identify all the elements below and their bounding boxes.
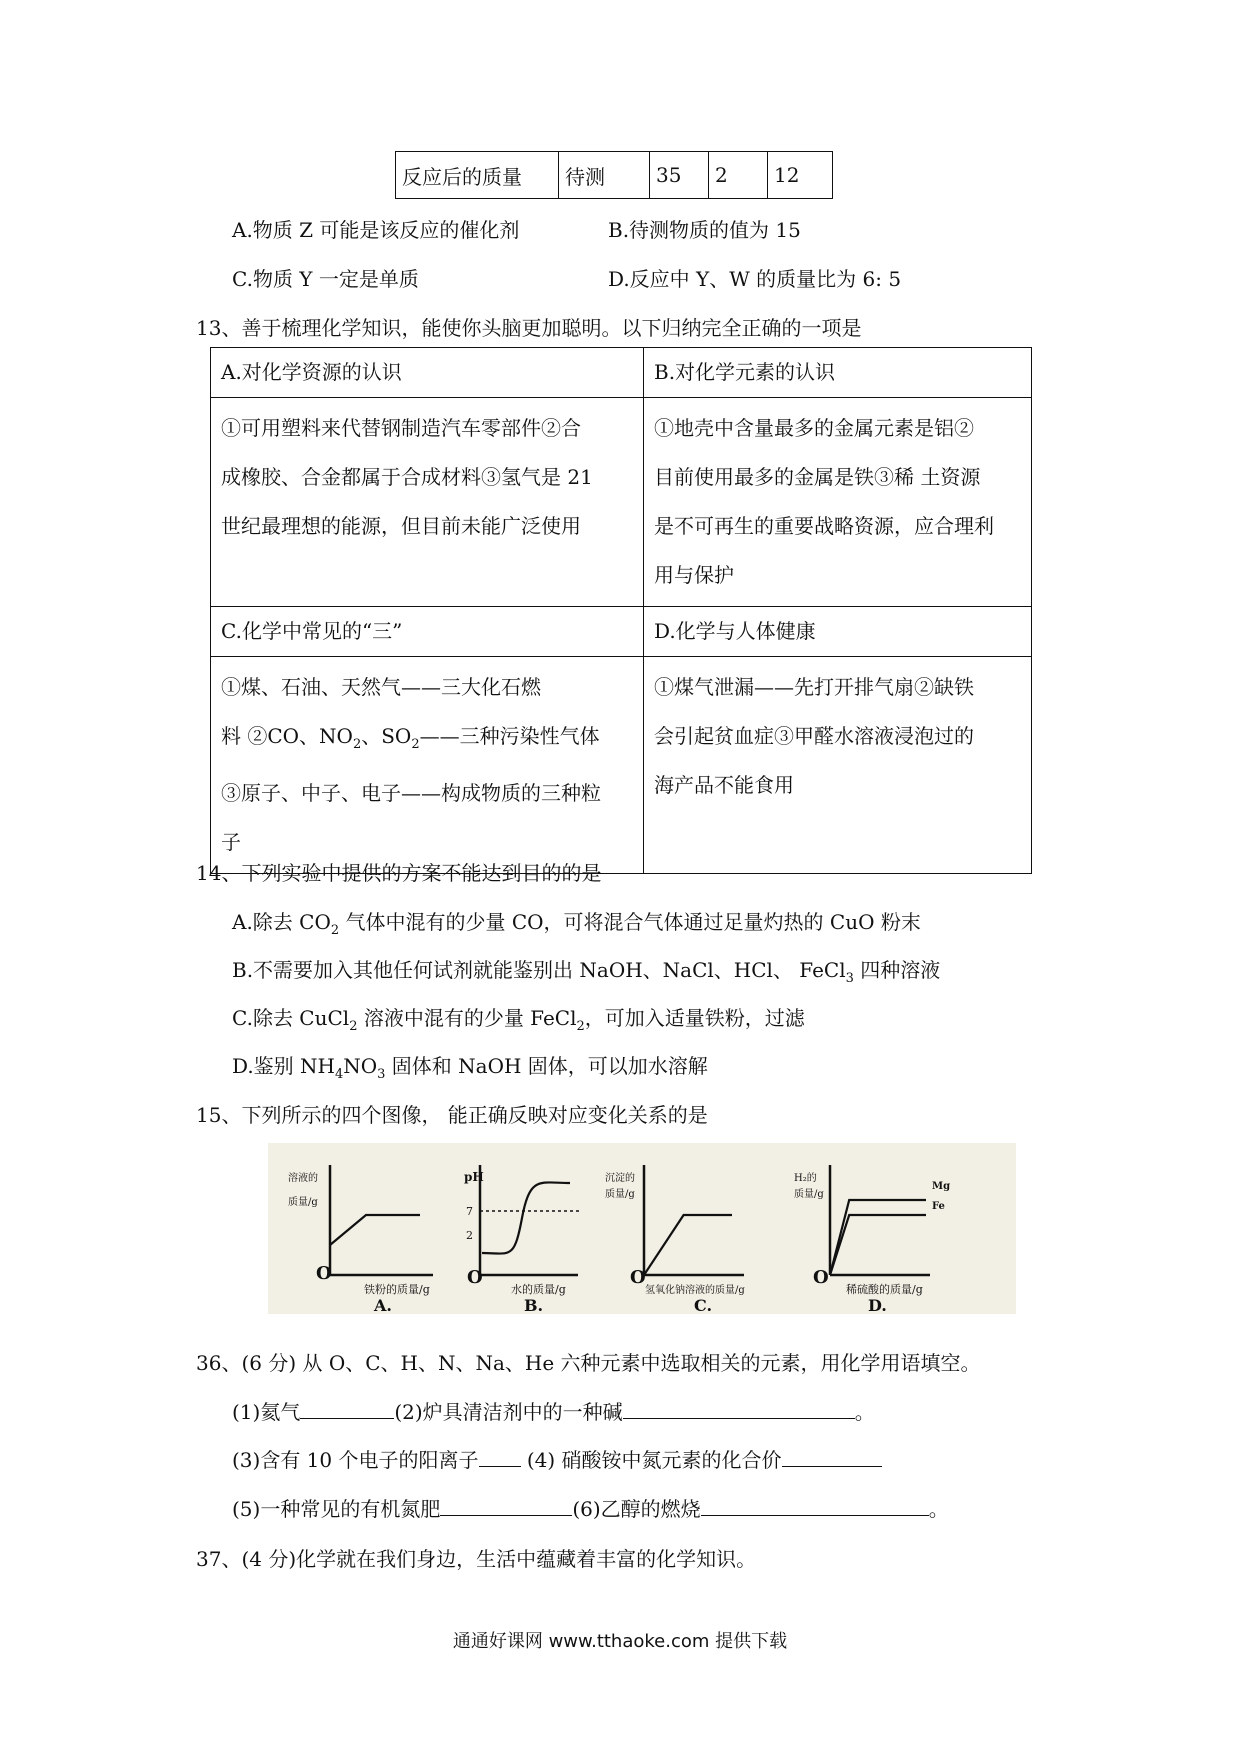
text-line: 用与保护 <box>654 563 734 587</box>
chart-d-ylabel-1: H₂的 <box>794 1173 817 1184</box>
answer-blank[interactable] <box>479 1446 521 1467</box>
q14-option-a: A.除去 $CO_2$ 气体中混有的少量 CO，可将混合气体通过足量灼热的 CuO 粉末 <box>232 910 921 938</box>
text-line: 子 <box>221 830 241 854</box>
chart-a-title: A. <box>374 1296 392 1314</box>
page-footer: 通通好课网 www.tthaoke.com 提供下载 <box>452 1631 788 1652</box>
chart-b-ytick-7: 7 <box>466 1205 473 1218</box>
answer-blank[interactable] <box>623 1398 855 1419</box>
table-cell: 待测 <box>559 152 650 199</box>
reaction-mass-table <box>395 151 833 199</box>
q13-stem: 13、善于梳理化学知识，能使你头脑更加聪明。以下归纳完全正确的一项是 <box>196 316 862 340</box>
answer-blank[interactable] <box>782 1446 882 1467</box>
q12-option-a: A.物质 Z 可能是该反应的催化剂 <box>232 218 520 242</box>
table-row <box>396 152 833 199</box>
chart-d-series-mg <box>830 1200 926 1275</box>
text-line: 目前使用最多的金属是铁③稀 土资源 <box>654 465 981 489</box>
q37-stem: 37、(4 分)化学就在我们身边，生活中蕴藏着丰富的化学知识。 <box>196 1547 757 1571</box>
chart-d-origin: O <box>813 1267 829 1288</box>
chart-d-xlabel: 稀硫酸的质量/g <box>846 1283 923 1296</box>
q36-stem: 36、(6 分) 从 O、C、H、N、Na、He 六种元素中选取相关的元素，用化学用语填空。 <box>196 1351 981 1375</box>
chart-c <box>605 1165 745 1314</box>
chart-a-origin: O <box>316 1263 332 1284</box>
q14-stem: 14、下列实验中提供的方案不能达到目的的是 <box>196 861 602 885</box>
chart-a <box>288 1165 433 1314</box>
chart-b-origin: O <box>467 1267 483 1288</box>
chart-c-ylabel-1: 沉淀的 <box>605 1173 635 1184</box>
chart-d <box>794 1165 950 1314</box>
q12-option-d: D.反应中 Y、W 的质量比为 6: 5 <box>608 267 902 291</box>
chart-b-title: B. <box>524 1296 544 1314</box>
text-line: 成橡胶、合金都属于合成材料③氢气是 21 <box>221 465 593 489</box>
chart-b-ylabel: pH <box>464 1170 484 1184</box>
row-label: 反应后的质量 <box>396 152 559 199</box>
chart-d-legend-fe: Fe <box>932 1201 945 1212</box>
table-cell: 35 <box>650 152 709 199</box>
text-line: 会引起贫血症③甲醛水溶液浸泡过的 <box>654 724 974 748</box>
chart-a-xlabel: 铁粉的质量/g <box>364 1283 430 1296</box>
q36-line-1: (1)氦气 (2)炉具清洁剂中的一种碱 。 <box>232 1400 875 1424</box>
text-line: ①煤气泄漏——先打开排气扇②缺铁 <box>654 675 974 699</box>
text-line: ③原子、中子、电子——构成物质的三种粒 <box>221 781 601 805</box>
answer-blank[interactable] <box>440 1495 572 1516</box>
q15-charts-svg <box>268 1143 1016 1314</box>
chart-c-title: C. <box>694 1296 713 1314</box>
q13-c-content <box>211 657 644 874</box>
q13-d-content <box>644 657 1032 874</box>
q36-line-2 <box>232 1444 882 1473</box>
chart-b <box>464 1165 580 1314</box>
table-cell: 12 <box>768 152 833 199</box>
table-row <box>211 657 1032 874</box>
text-line: 是不可再生的重要战略资源，应合理利 <box>654 514 994 538</box>
text-line: 料 ②CO、$NO_2$、$SO_2——$三种污染性气体 <box>221 724 600 752</box>
chart-c-series <box>644 1215 732 1275</box>
chart-b-ytick-2: 2 <box>466 1229 473 1242</box>
q13-a-content <box>211 398 644 607</box>
q12-option-b: B.待测物质的值为 15 <box>608 218 801 242</box>
chart-d-legend-mg: Mg <box>932 1181 951 1192</box>
q15-charts-panel <box>268 1143 1016 1314</box>
q13-b-content <box>644 398 1032 607</box>
chart-c-origin: O <box>630 1267 646 1288</box>
text-line: ①地壳中含量最多的金属元素是铝② <box>654 416 974 440</box>
q14-option-c: C.除去 CuCl$_2$ 溶液中混有的少量 FeCl$_2$，可加入适量铁粉，过滤 <box>232 1006 805 1034</box>
q36-item-2: (2)炉具清洁剂中的一种碱 <box>394 1400 623 1424</box>
table-row <box>211 398 1032 607</box>
table-row <box>211 607 1032 657</box>
answer-blank[interactable] <box>701 1495 929 1516</box>
q36-item-6: (6)乙醇的燃烧 <box>572 1497 701 1521</box>
chart-a-ylabel-1: 溶液的 <box>288 1173 318 1184</box>
q36-line-3: (5)一种常见的有机氮肥 (6)乙醇的燃烧 。 <box>232 1497 949 1521</box>
q36-item-4: (4) 硝酸铵中氮元素的化合价 <box>520 1448 782 1472</box>
q14-option-d: D.鉴别 $NH_4NO_3$ 固体和 NaOH 固体，可以加水溶解 <box>232 1054 708 1082</box>
chart-a-series <box>330 1215 420 1245</box>
chart-b-series <box>482 1182 570 1253</box>
text-line: ①可用塑料来代替钢制造汽车零部件②合 <box>221 416 581 440</box>
text-line: 海产品不能食用 <box>654 773 794 797</box>
q36-item-5: (5)一种常见的有机氮肥 <box>232 1497 441 1521</box>
q36-item-3: (3)含有 10 个电子的阳离子 <box>232 1448 479 1472</box>
q13-a-title: A.对化学资源的认识 <box>211 348 644 398</box>
q36-item-1: (1)氦气 <box>232 1400 301 1424</box>
chart-d-title: D. <box>868 1296 887 1314</box>
chart-d-ylabel-2: 质量/g <box>794 1189 824 1200</box>
q12-option-c: C.物质 Y 一定是单质 <box>232 267 419 291</box>
table-cell: 2 <box>709 152 768 199</box>
table-row <box>211 348 1032 398</box>
text-line: 世纪最理想的能源，但目前未能广泛使用 <box>221 514 581 538</box>
chart-a-ylabel-2: 质量/g <box>288 1197 318 1208</box>
q13-c-title: C.化学中常见的“三” <box>211 607 644 657</box>
chart-d-series-fe <box>830 1215 926 1275</box>
text-line: ①煤、石油、天然气——三大化石燃 <box>221 675 541 699</box>
chart-b-xlabel: 水的质量/g <box>511 1283 566 1296</box>
chart-c-ylabel-2: 质量/g <box>605 1189 635 1200</box>
q15-stem: 15、下列所示的四个图像， 能正确反映对应变化关系的是 <box>196 1103 708 1127</box>
q13-d-title: D.化学与人体健康 <box>644 607 1032 657</box>
answer-blank[interactable] <box>300 1398 394 1419</box>
chart-c-xlabel: 氢氧化钠溶液的质量/g <box>645 1285 745 1296</box>
q13-b-title: B.对化学元素的认识 <box>644 348 1032 398</box>
q13-knowledge-table <box>210 347 1032 874</box>
q14-option-b: B.不需要加入其他任何试剂就能鉴别出 NaOH、NaCl、HCl、 FeCl$_3$ 四种溶液 <box>232 958 941 986</box>
